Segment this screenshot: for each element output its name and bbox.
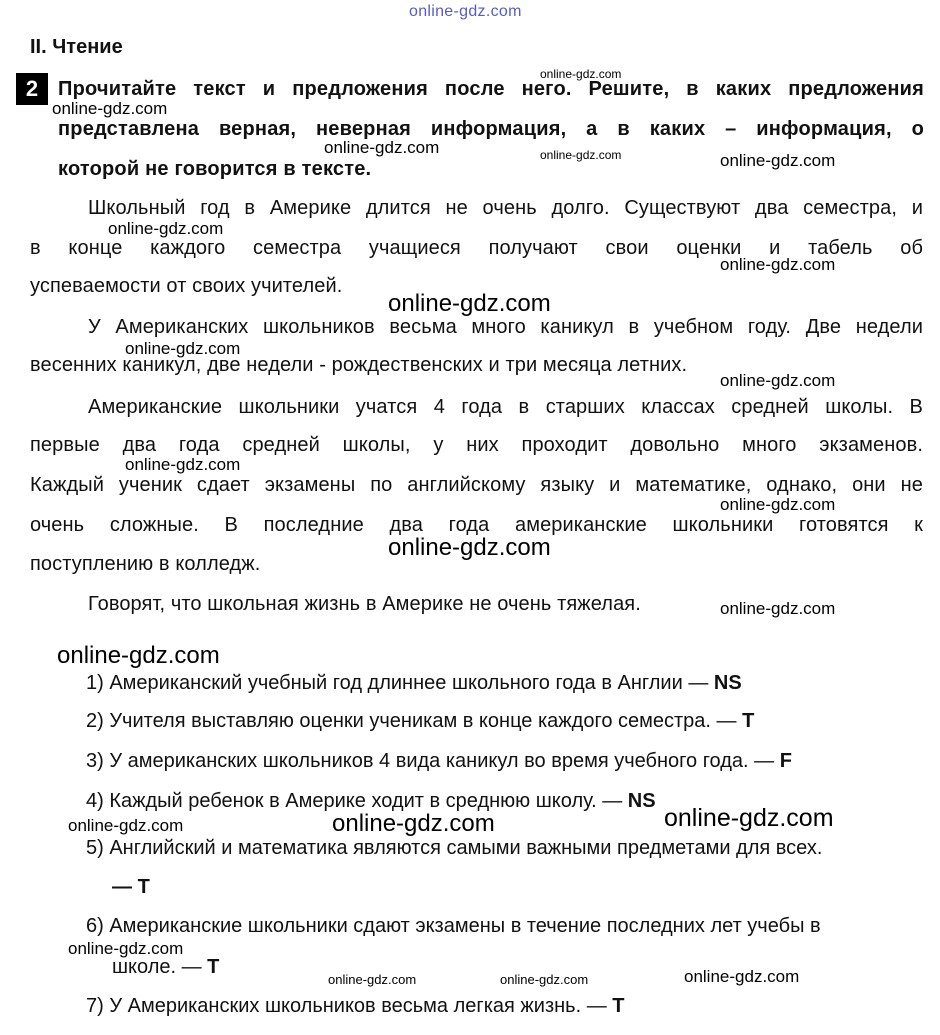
statement-2 (86, 710, 754, 733)
watermark: online-gdz.com (664, 804, 834, 832)
watermark: online-gdz.com (52, 99, 168, 118)
reading-text-line: Говорят, что школьная жизнь в Америке не очень тяжелая. (88, 593, 641, 615)
watermark: online-gdz.com (720, 495, 836, 514)
watermark: online-gdz.com (388, 290, 551, 317)
statement-text: 5) Английский и математика являются самыми важными предметами для всех. (86, 837, 823, 859)
reading-text-line: Американские школьники учатся 4 года в старших классах средней школы. В (88, 396, 923, 418)
reading-text-line: У Американских школьников весьма много каникул в учебном году. Две недели (88, 316, 923, 338)
statement-answer: F (779, 750, 792, 772)
watermark: online-gdz.com (684, 967, 800, 986)
watermark: online-gdz.com (332, 810, 495, 837)
watermark: online-gdz.com (720, 255, 836, 274)
watermark: online-gdz.com (328, 972, 417, 987)
reading-text-line: поступлению в колледж. (30, 553, 261, 575)
statement-5 (86, 837, 822, 860)
watermark: online-gdz.com (720, 599, 836, 618)
statement-7 (86, 995, 624, 1018)
section-title: II. Чтение (30, 36, 123, 58)
statement-answer: T (742, 710, 755, 732)
statement-3 (86, 750, 792, 773)
statement-text: 3) У американских школьников 4 вида каникул во время учебного года. — (86, 750, 780, 772)
task-instruction-line: представлена верная, неверная информация, а в каких – информация, о (58, 118, 924, 140)
watermark-top: online-gdz.com (409, 3, 522, 20)
reading-text-line: весенних каникул, две недели - рождественских и три месяца летних. (30, 354, 688, 376)
watermark: online-gdz.com (500, 972, 589, 987)
watermark: online-gdz.com (720, 151, 836, 170)
statement-answer: NS (627, 790, 656, 812)
statement-6 (86, 915, 821, 938)
task-instruction-line: которой не говорится в тексте. (58, 158, 372, 180)
statement-answer: T (137, 876, 150, 898)
statement-answer: NS (713, 672, 742, 694)
statement-dash: — (112, 876, 138, 898)
statement-answer: T (207, 956, 220, 978)
task-number-badge: 2 (16, 73, 48, 105)
reading-text-line: в конце каждого семестра учащиеся получают свои оценки и табель об (30, 237, 923, 259)
watermark: online-gdz.com (540, 67, 622, 81)
watermark: online-gdz.com (57, 642, 220, 669)
statement-5-continuation (112, 876, 150, 899)
watermark: online-gdz.com (125, 339, 241, 358)
statement-text: 4) Каждый ребенок в Америке ходит в среднюю школу. — (86, 790, 628, 812)
reading-text-line: Каждый ученик сдает экзамены по английскому языку и математике, однако, они не (30, 474, 923, 496)
task-instruction-line: Прочитайте текст и предложения после него. Решите, в каких предложения (58, 78, 924, 100)
reading-text-line: успеваемости от своих учителей. (30, 275, 343, 297)
watermark: online-gdz.com (720, 371, 836, 390)
watermark: online-gdz.com (540, 148, 622, 162)
watermark: online-gdz.com (108, 219, 224, 238)
reading-text-line: Школьный год в Америке длится не очень долго. Существуют два семестра, и (88, 197, 923, 219)
statement-text: 1) Американский учебный год длиннее школьного года в Англии — (86, 672, 714, 694)
statement-text: 7) У Американских школьников весьма легкая жизнь. — (86, 995, 613, 1017)
watermark: online-gdz.com (68, 816, 184, 835)
statement-1 (86, 672, 742, 695)
statement-6-continuation (112, 956, 219, 979)
statement-text: 6) Американские школьники сдают экзамены в течение последних лет учебы в (86, 915, 821, 937)
reading-text-line: очень сложные. В последние два года американские школьники готовятся к (30, 514, 923, 536)
statement-answer: T (612, 995, 625, 1017)
watermark: online-gdz.com (125, 455, 241, 474)
watermark: online-gdz.com (68, 939, 184, 958)
reading-text-line: первые два года средней школы, у них проходит довольно много экзаменов. (30, 434, 923, 456)
watermark: online-gdz.com (388, 534, 551, 561)
statement-text: школе. — (112, 956, 208, 978)
statement-text: 2) Учителя выставляю оценки ученикам в конце каждого семестра. — (86, 710, 743, 732)
watermark: online-gdz.com (324, 138, 440, 157)
